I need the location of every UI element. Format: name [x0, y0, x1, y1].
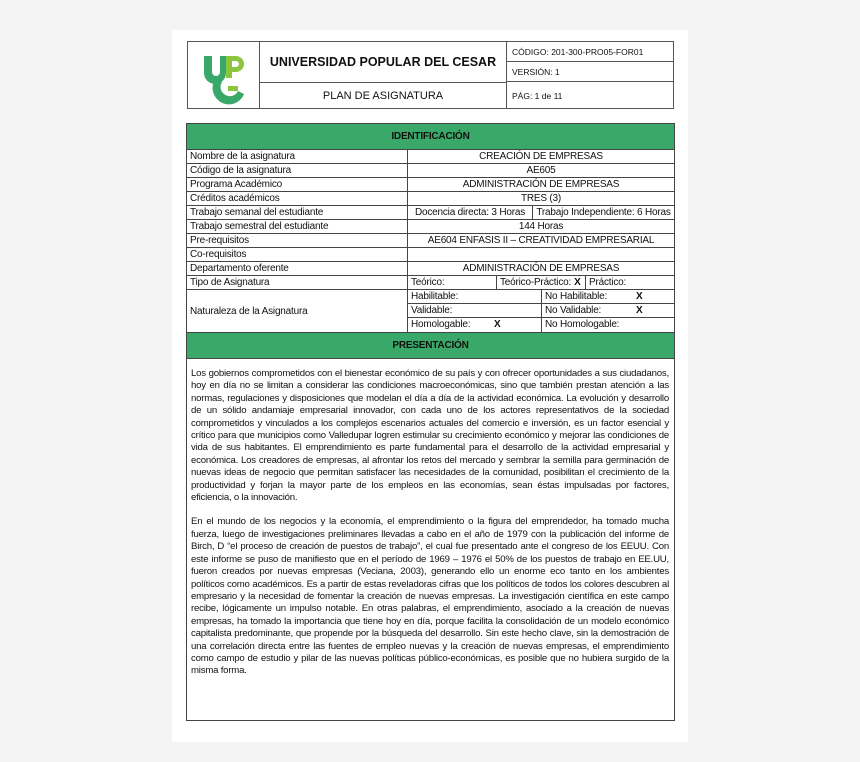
no-validable-cell: [542, 304, 674, 317]
nature-validable-row: [408, 304, 674, 318]
upc-logo-icon: [188, 42, 259, 108]
row-label: Departamento oferente: [187, 262, 408, 275]
row-label: Créditos académicos: [187, 192, 408, 205]
table-row: [187, 150, 674, 164]
row-label: Código de la asignatura: [187, 164, 408, 177]
row-value: AE604 ENFASIS II – CREATIVIDAD EMPRESARIAL: [427, 235, 655, 246]
type-theoretical: [408, 276, 497, 289]
nature-habilitable-row: [408, 290, 674, 304]
check-mark: X: [636, 291, 643, 302]
check-mark: X: [494, 319, 501, 330]
document-code: CÓDIGO: 201-300-PRO05-FOR01: [507, 42, 673, 62]
direct-teaching-hours: Docencia directa: 3 Horas: [408, 206, 533, 219]
department-row: [187, 262, 674, 276]
nature-grid: [408, 290, 674, 332]
document-header: [187, 41, 674, 109]
homologable-label: Homologable:: [411, 319, 471, 330]
row-value: [408, 248, 674, 261]
no-homologable-cell: [542, 318, 674, 332]
identification-table: [186, 123, 675, 359]
document-version: VERSIÓN: 1: [507, 63, 673, 82]
row-label: Trabajo semanal del estudiante: [187, 206, 408, 219]
type-theoretical-practical: [497, 276, 586, 289]
habilitable-label: Habilitable:: [411, 291, 459, 302]
nature-homologable-row: [408, 318, 674, 332]
check-mark: X: [636, 305, 643, 316]
presentation-paragraph: Los gobiernos comprometidos con el bienestar económico de su país y con ofrecer oportunidades a sus ciudadanos, hoy en día no se limitan a considerar las condiciones macroeconómicas, sino que también prestan atención a las normas, regulaciones y disposiciones que modelan el día a día de la actividad económica. La evolución y desarrollo de un sólido andamiaje empresarial innovador, con cada uno de los actores representativos de la sociedad comprometidos y vinculados a los complejos escenarios actuales del comercio e inversión, es un factor esencial y crítico para que municipios como Valledupar logren estimular su crecimiento económico y mejorar las condiciones de vida de sus habitantes. El emprendimiento es parte fundamental para el desarrollo de la actividad empresarial y económica. Los creadores de empresas, al afrontar los retos del mercado y sembrar la semilla para germinación de nuevas ideas de negocio que permitan satisfacer las necesidades de la comunidad, posibilitan el crecimiento de la productividad y forjan la mayor parte de los empleos en las economías, sean éstas impulsadas por factores, eficiencia, o la innovación.: [191, 368, 669, 504]
validable-cell: [408, 304, 542, 317]
table-row: [187, 192, 674, 206]
row-label: Nombre de la asignatura: [187, 150, 408, 163]
row-label: Pre-requisitos: [187, 234, 408, 247]
prerequisites-row: [187, 234, 674, 248]
row-label: Programa Académico: [187, 178, 408, 191]
type-theoretical-practical-label: Teórico-Práctico:: [500, 277, 572, 288]
type-practical-label: Práctico:: [589, 277, 627, 288]
independent-work-hours: Trabajo Independiente: 6 Horas: [536, 207, 671, 218]
no-habilitable-label: No Habilitable:: [545, 291, 608, 302]
semester-workload-row: [187, 220, 674, 234]
row-label: Co-requisitos: [187, 248, 408, 261]
no-homologable-label: No Homologable:: [545, 319, 620, 330]
table-row: [187, 164, 674, 178]
page-number: PÁG: 1 de 11: [512, 90, 563, 101]
no-habilitable-cell: [542, 290, 674, 303]
type-theoretical-label: Teórico:: [411, 277, 445, 288]
subject-type-row: [187, 276, 674, 290]
type-practical: [586, 276, 674, 289]
subject-nature-row: [187, 290, 674, 333]
homologable-cell: [408, 318, 542, 332]
check-mark: X: [574, 277, 581, 288]
document-type: PLAN DE ASIGNATURA: [260, 83, 507, 108]
identification-title: IDENTIFICACIÓN: [187, 124, 674, 150]
row-label: Naturaleza de la Asignatura: [187, 290, 408, 332]
row-value: ADMINISTRACIÓN DE EMPRESAS: [462, 263, 620, 274]
row-value: AE605: [526, 165, 556, 176]
presentation-paragraph: En el mundo de los negocios y la economía, el emprendimiento o la figura del emprendedor, ha tomado mucha fuerza, luego de investigaciones preliminares llevadas a cabo en el año de 1979 con la publicación del informe de Birch, D “el proceso de creación de puestos de trabajo”, el cual fue presentado ante el congreso de los EEUU. Con este informe se puso de manifiesto que en el período de 1969 – 1976 el 50% de los puestos de trabajo en EE.UU, fueron creados por nuevas empresas (Veciana, 2003), generando ello un enorme eco tanto en los ambientes políticos como académicos. Es a partir de estas reveladoras cifras que los políticos de todos los colores descubren al empresario y la necesidad de fomentar la creación de nuevas empresas. La investigación científica en este campo recibe, lógicamente un impulso notable. En otras palabras, el emprendimiento, asociado a la creación de nuevas empresas, ha tomado la importancia que tiene hoy en día, porque facilita la consolidación de un modelo económico capitalista predominante, que propende por la búsqueda del desarrollo. Sin este hecho clave, sin la demostración de una correlación directa entre las fuentes de empleo nuevas y la creación de nuevas empresas, el emprendimiento como campo de estudio y pilar de las nuevas políticas público-económicas, es posible que no hubiera surgido de la misma forma.: [191, 516, 669, 677]
validable-label: Validable:: [411, 305, 453, 316]
habilitable-cell: [408, 290, 542, 303]
row-label: Trabajo semestral del estudiante: [187, 220, 408, 233]
row-label: Tipo de Asignatura: [187, 276, 408, 289]
row-value: 144 Horas: [518, 221, 564, 232]
row-value: TRES (3): [520, 193, 562, 204]
row-value: ADMINISTRACIÓN DE EMPRESAS: [462, 179, 620, 190]
university-name: UNIVERSIDAD POPULAR DEL CESAR: [260, 42, 507, 83]
presentation-section: [186, 356, 675, 721]
no-validable-label: No Validable:: [545, 305, 602, 316]
weekly-workload-row: [187, 206, 674, 220]
presentation-title: PRESENTACIÓN: [187, 333, 674, 358]
table-row: [187, 178, 674, 192]
university-logo: [188, 42, 260, 108]
corequisites-row: [187, 248, 674, 262]
row-value: CREACIÓN DE EMPRESAS: [479, 151, 603, 162]
